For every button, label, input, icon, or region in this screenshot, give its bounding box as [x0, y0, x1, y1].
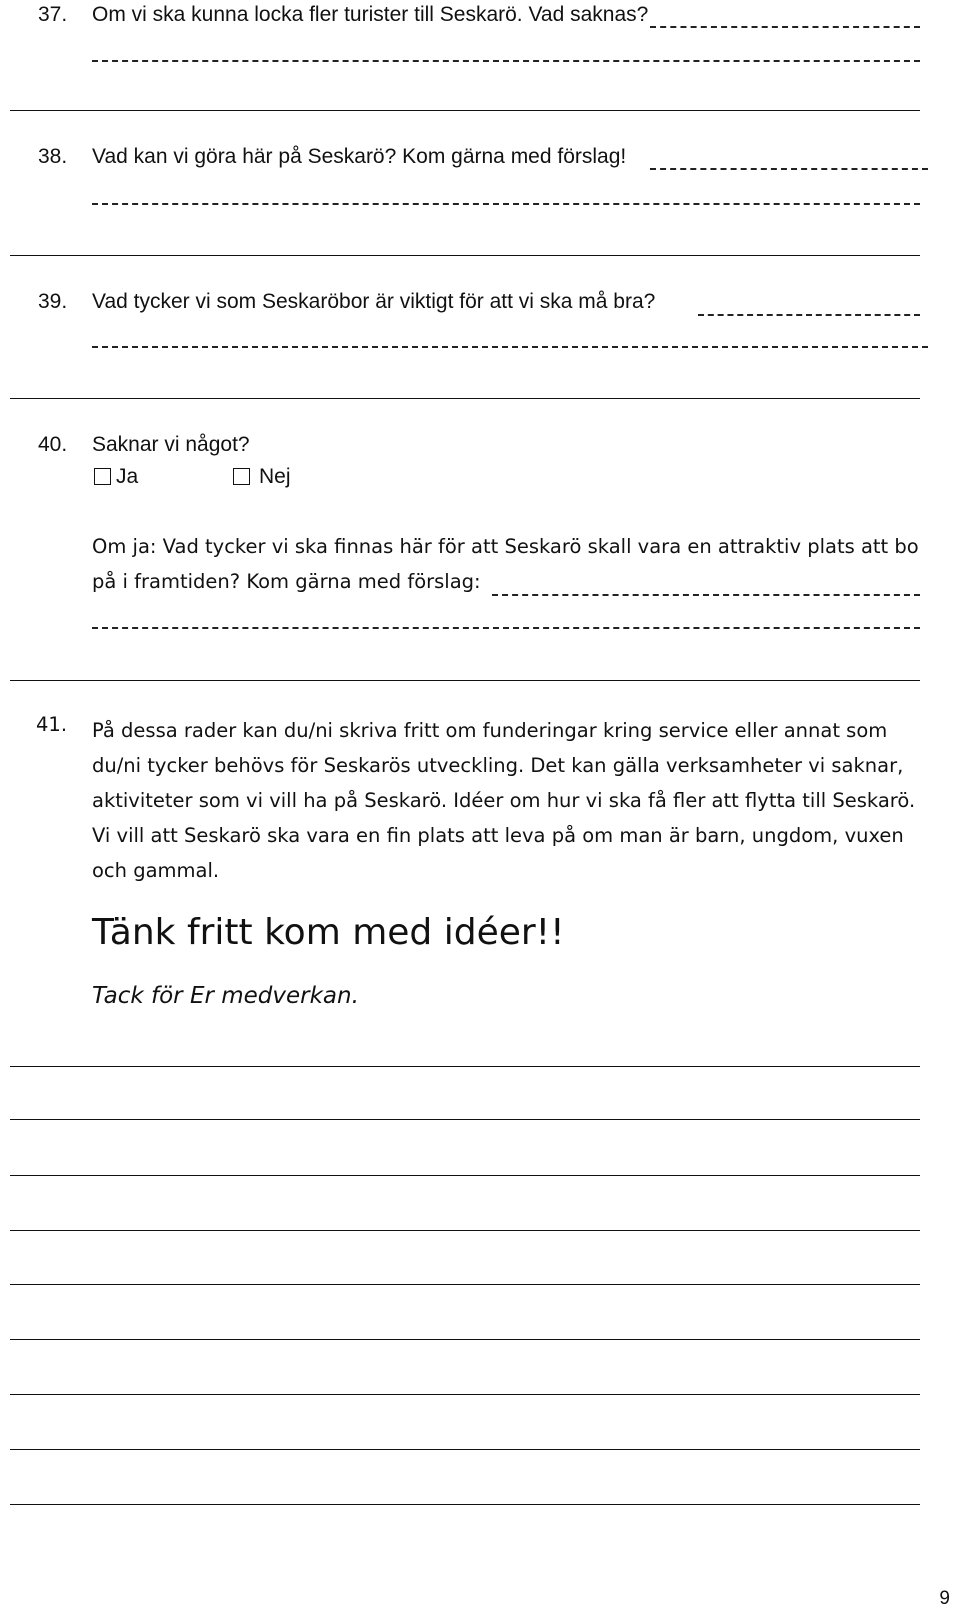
headline: Tänk fritt kom med idéer!! [92, 912, 565, 953]
question-40-answer-line-1[interactable] [492, 594, 920, 596]
page-number: 9 [939, 1588, 950, 1609]
checkbox-no[interactable] [233, 468, 250, 485]
writing-line-9[interactable] [10, 1504, 920, 1505]
question-39-text: Vad tycker vi som Seskaröbor är viktigt för att vi ska må bra? [92, 290, 656, 313]
question-40-answer-line-2[interactable] [92, 627, 920, 629]
question-37-answer-line-2[interactable] [92, 60, 920, 62]
writing-line-5[interactable] [10, 1284, 920, 1285]
question-39-answer-line-3[interactable] [10, 398, 920, 399]
writing-line-1[interactable] [10, 1066, 920, 1067]
writing-line-3[interactable] [10, 1175, 920, 1176]
question-40-answer-line-3[interactable] [10, 680, 920, 681]
writing-line-7[interactable] [10, 1394, 920, 1395]
writing-line-4[interactable] [10, 1230, 920, 1231]
question-40-number: 40. [38, 433, 68, 456]
question-39-answer-line-2[interactable] [92, 346, 928, 348]
question-37-answer-line-3[interactable] [10, 110, 920, 111]
question-41-text: På dessa rader kan du/ni skriva fritt om funderingar kring service eller annat som du/ni tycker behövs för Seskarös utveckling. Det kan gälla verksamheter vi saknar, aktiviteter som vi vill ha på Seskarö. Idéer om hur vi ska få fler att flytta till Seskarö. Vi vill att Seskarö ska vara en fin plats att leva på om man är barn, ungdom, vuxen och gammal. [92, 719, 916, 882]
question-37-number: 37. [38, 3, 68, 26]
question-40-text: Saknar vi något? [92, 433, 250, 456]
question-37-text: Om vi ska kunna locka fler turister till Seskarö. Vad saknas? [92, 3, 649, 26]
question-37-answer-line-1[interactable] [650, 26, 920, 28]
writing-line-2[interactable] [10, 1119, 920, 1120]
checkbox-yes[interactable] [94, 468, 111, 485]
question-38-answer-line-1[interactable] [650, 168, 928, 170]
question-38-answer-line-2[interactable] [92, 203, 920, 205]
question-40-followup-line-2: på i framtiden? Kom gärna med förslag: [92, 570, 481, 593]
question-38-answer-line-3[interactable] [10, 255, 920, 256]
question-38-text: Vad kan vi göra här på Seskarö? Kom gärna med förslag! [92, 145, 627, 168]
question-39-answer-line-1[interactable] [698, 314, 920, 316]
checkbox-no-label: Nej [259, 465, 291, 488]
question-41-number: 41. [36, 713, 68, 736]
checkbox-yes-label: Ja [116, 465, 139, 488]
question-38-number: 38. [38, 145, 68, 168]
question-40-followup-line-1: Om ja: Vad tycker vi ska finnas här för att Seskarö skall vara en attraktiv plats att bo [92, 535, 919, 558]
writing-line-8[interactable] [10, 1449, 920, 1450]
question-39-number: 39. [38, 290, 68, 313]
writing-line-6[interactable] [10, 1339, 920, 1340]
thank-you-note: Tack för Er medverkan. [92, 983, 359, 1009]
